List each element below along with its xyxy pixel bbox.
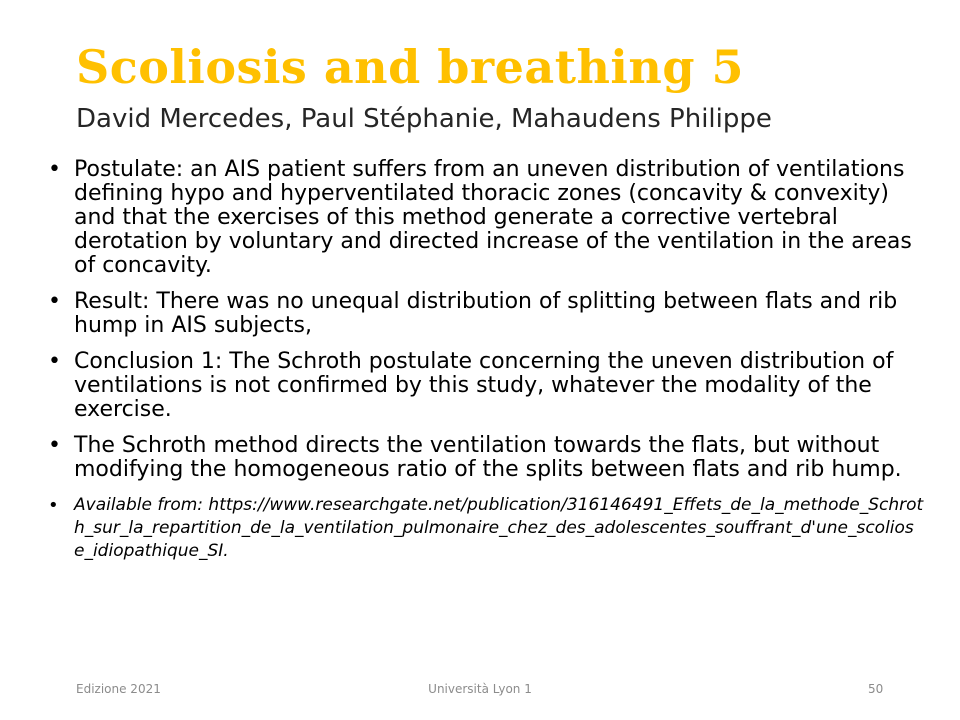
- bullet-text: The Schroth method directs the ventilation towards the flats, but without modifying the homogeneous ratio of the splits between flats and rib hump.: [74, 433, 902, 482]
- footer-institution: Università Lyon 1: [428, 682, 532, 696]
- slide-subtitle: David Mercedes, Paul Stéphanie, Mahaudens Philippe: [76, 104, 772, 134]
- bullet-text: Postulate: an AIS patient suffers from an uneven distribution of ventilations defining hypo and hyperventilated thoracic zones (concavity & convexity) and that the exercises of this method generate a corrective vertebral derotation by voluntary and directed increase of the ventilation in the areas of concavity.: [74, 157, 912, 278]
- bullet-icon: •: [48, 433, 61, 458]
- bullet-icon: •: [48, 349, 61, 374]
- bullet-icon: •: [48, 157, 61, 182]
- bullet-item: [48, 158, 928, 278]
- source-text[interactable]: Available from: https://www.researchgate.net/publication/316146491_Effets_de_la_methode_Schroth_sur_la_repartition_de_la_ventilation_pulmonaire_chez_des_adolescentes_souffrant_d'une_scoliose_idiopathique_SI.: [74, 495, 924, 561]
- bullet-item: [48, 290, 928, 338]
- bullet-text: Conclusion 1: The Schroth postulate concerning the uneven distribution of ventilations is not confirmed by this study, whatever the modality of the exercise.: [74, 349, 894, 422]
- bullet-icon: •: [48, 289, 61, 314]
- bullet-text: Result: There was no unequal distribution of splitting between flats and rib hump in AIS subjects,: [74, 289, 898, 338]
- bullet-item: [48, 434, 928, 482]
- bullet-icon: •: [48, 495, 59, 516]
- page-number: 50: [868, 682, 884, 696]
- slide-title: Scoliosis and breathing 5: [76, 40, 745, 94]
- bullet-item: [48, 350, 928, 422]
- source-item: [48, 494, 924, 563]
- footer-edition: Edizione 2021: [76, 682, 161, 696]
- bullet-list: [48, 158, 928, 575]
